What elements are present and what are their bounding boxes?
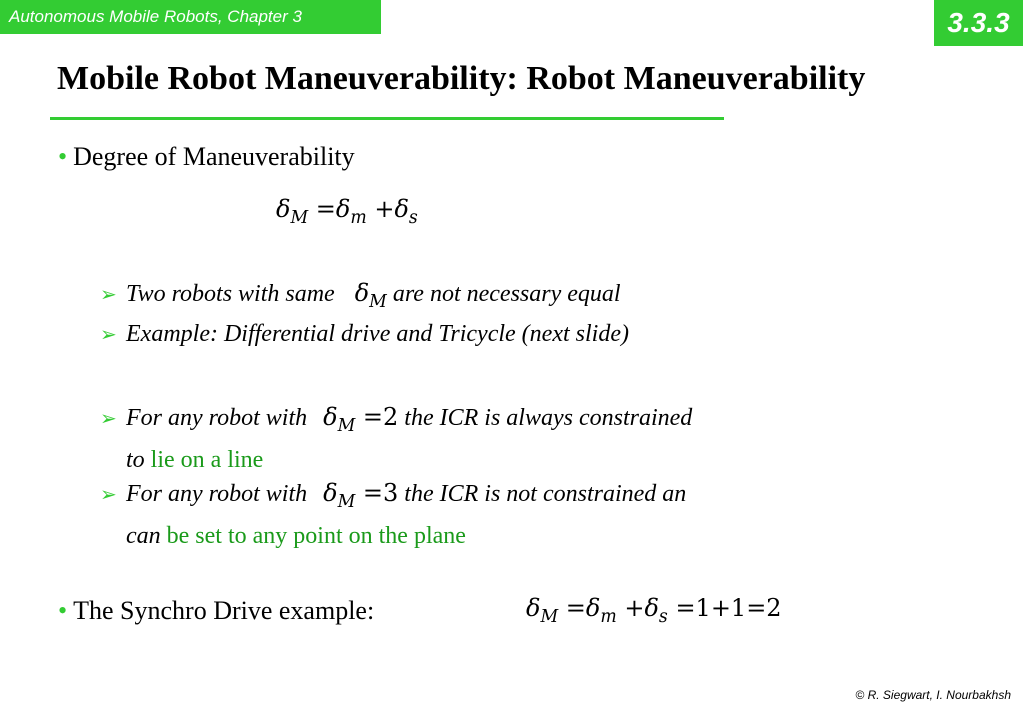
inline-equation: [323, 403, 399, 437]
slide-title: Mobile Robot Maneuverability: Robot Maneuverability: [57, 60, 866, 97]
highlighted-text: lie on a line: [150, 447, 264, 474]
eq-symbol: δ: [323, 479, 338, 507]
eq-value: 3: [383, 479, 399, 507]
eq-subscript: M: [369, 292, 387, 313]
eq-subscript: m: [350, 208, 367, 229]
title-underline: [50, 117, 724, 120]
inline-equation: [323, 479, 399, 513]
highlighted-text: be set to any point on the plane: [166, 523, 466, 550]
eq-value: 2: [383, 403, 399, 431]
arrow-bullet-icon: ➢: [100, 324, 117, 346]
eq-subscript: M: [290, 208, 309, 229]
eq-symbol: δ: [354, 279, 370, 307]
inline-equation: [354, 279, 387, 313]
arrow-bullet-icon: ➢: [100, 408, 117, 430]
equation-degree-of-maneuverability: [276, 195, 418, 228]
sub-text: Two robots with same: [126, 281, 335, 307]
bullet-text: The Synchro Drive example:: [73, 596, 375, 625]
arrow-bullet-icon: ➢: [100, 284, 117, 306]
eq-symbol: δ: [526, 594, 541, 622]
eq-operator: =: [362, 479, 384, 507]
sub-text: For any robot with: [126, 405, 308, 431]
eq-symbol: δ: [394, 195, 409, 223]
equation-synchro-drive: [526, 594, 782, 627]
section-number: 3.3.3: [934, 0, 1023, 46]
sub-item-same-degree: [100, 276, 621, 319]
bullet-text: Degree of Maneuverability: [73, 142, 355, 171]
eq-subscript: M: [337, 492, 356, 513]
eq-operator: +: [624, 594, 645, 622]
eq-symbol: δ: [335, 195, 351, 223]
footer-credit: © R. Siegwart, I. Nourbakhsh: [855, 688, 1011, 702]
eq-value: =1+1=2: [675, 594, 782, 622]
sub-text: to: [126, 447, 145, 474]
eq-operator: +: [374, 195, 395, 223]
eq-symbol: δ: [585, 594, 601, 622]
eq-subscript: M: [540, 607, 559, 628]
bullet-degree-of-maneuverability: [58, 142, 355, 172]
chapter-label: Autonomous Mobile Robots, Chapter 3: [0, 0, 381, 34]
sub-continuation: [100, 443, 692, 477]
sub-item-degree-two: [100, 400, 692, 477]
bullet-synchro-drive: [58, 596, 374, 626]
sub-text: can: [126, 523, 161, 550]
eq-operator: =: [565, 594, 586, 622]
sub-text: the ICR is always constrained: [404, 405, 693, 431]
sub-text: the ICR is not constrained an: [404, 481, 687, 507]
sub-text: Example: Differential drive and Tricycle (next slide): [126, 321, 629, 347]
eq-subscript: s: [408, 208, 418, 229]
bullet-dot-icon: •: [58, 142, 68, 171]
sub-continuation: [100, 519, 686, 553]
sub-text: For any robot with: [126, 481, 308, 507]
sub-item-example: [100, 317, 629, 352]
eq-subscript: s: [658, 607, 668, 628]
eq-operator: =: [362, 403, 384, 431]
eq-symbol: δ: [323, 403, 338, 431]
eq-symbol: δ: [276, 195, 291, 223]
sub-text: are not necessary equal: [392, 281, 621, 307]
eq-symbol: δ: [644, 594, 659, 622]
eq-operator: =: [315, 195, 336, 223]
sub-item-degree-three: [100, 476, 686, 553]
eq-subscript: m: [600, 607, 617, 628]
eq-subscript: M: [337, 416, 356, 437]
arrow-bullet-icon: ➢: [100, 484, 117, 506]
bullet-dot-icon: •: [58, 596, 68, 625]
